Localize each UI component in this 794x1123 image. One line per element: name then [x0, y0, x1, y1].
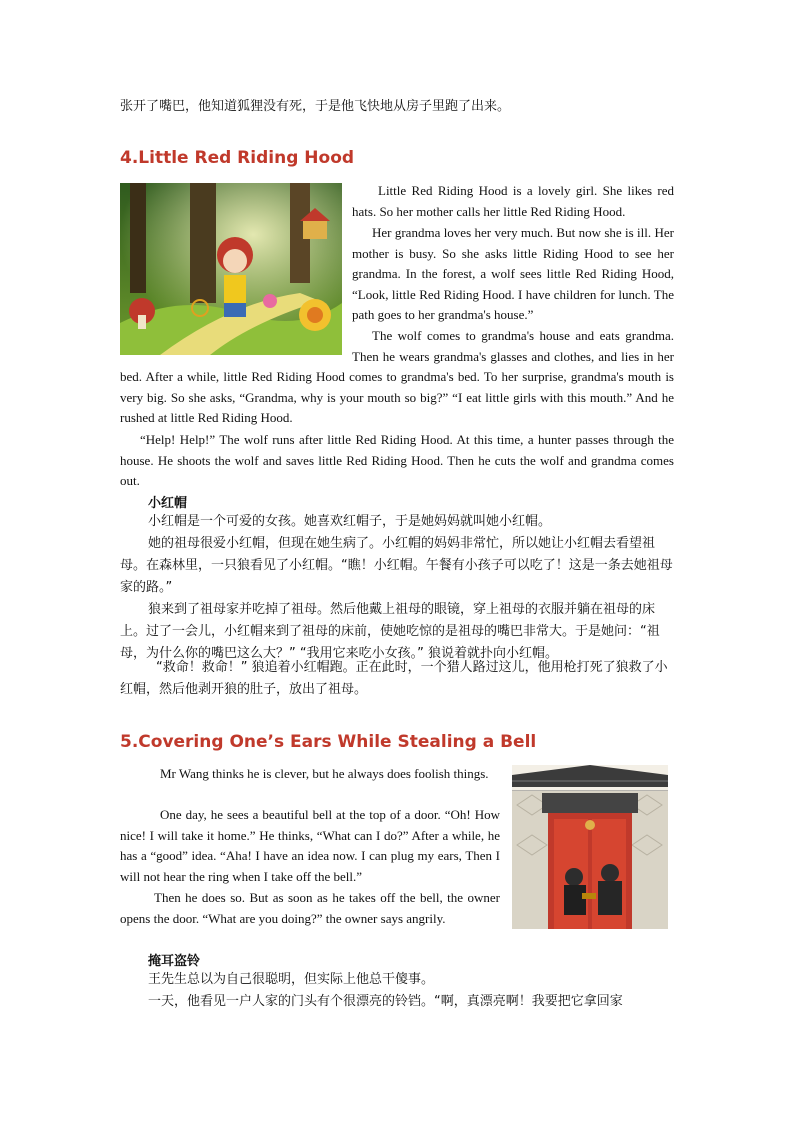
red-door-illustration: [512, 765, 668, 929]
section4-cn-p1: 小红帽是一个可爱的女孩。她喜欢红帽子，于是她妈妈就叫她小红帽。: [148, 514, 552, 529]
section5-cn-title: 掩耳盗铃: [148, 954, 201, 969]
section4-en-p3-inline: The wolf comes to grandma's house and eats grandma. Then he wears grandma's glasses and clothes, and lies in her bed. After a while, little Red Riding Hood comes to grandma's bed. To her surprise, grandma's mouth is very big. So she asks, “Grandma, why is your mouth so big?” “I eat little girls with this mouth.” And he rushed at little Red Riding Hood.: [120, 328, 674, 426]
section4-title: 4.Little Red Riding Hood: [120, 148, 355, 168]
top-line: 张开了嘴巴，他知道狐狸没有死，于是他飞快地从房子里跑了出来。: [120, 99, 511, 114]
section4-cn-p3: 狼来到了祖母家并吃掉了祖母。然后他戴上祖母的眼镜，穿上祖母的衣服并躺在祖母的床上。过了一会儿，小红帽来到了祖母的床前，使她吃惊的是祖母的嘴巴非常大。于是她问：“祖母，为什么你的嘴巴这么大？” “我用它来吃小女孩。” 狼说着就扑向小红帽。: [120, 602, 660, 661]
section4-en-p2: Her grandma loves her very much. But now she is ill. Her mother is busy. So she asks little Riding Hood to see her grandma. In the forest, a wolf sees little Red Riding Hood, “Look, little Red Riding Hood. I have children for lunch. The path goes to her grandma's house.”: [352, 225, 674, 323]
section4-cn-p2: 她的祖母很爱小红帽，但现在她生病了。小红帽的妈妈非常忙，所以她让小红帽去看望祖母。在森林里，一只狼看见了小红帽。“瞧！小红帽。午餐有小孩子可以吃了！这是一条去她祖母家的路。”: [120, 536, 673, 595]
section4-cn-title: 小红帽: [148, 496, 188, 511]
section4-en-p3: [120, 326, 674, 429]
p3-float-spacer: [120, 326, 352, 366]
section4-en-p4: “Help! Help!” The wolf runs after little Red Riding Hood. At this time, a hunter passes through the house. He shoots the wolf and saves little Red Riding Hood. Then he cuts the wolf and grandma comes out.: [120, 432, 674, 489]
section5-title: 5.Covering One’s Ears While Stealing a Bell: [120, 732, 537, 752]
section4-en-p1: Little Red Riding Hood is a lovely girl. She likes red hats. So her mother calls her little Red Riding Hood.: [352, 183, 674, 219]
section5-en-p3: Then he does so. But as soon as he takes off the bell, the owner opens the door. “What are you doing?” the owner says angrily.: [120, 890, 500, 926]
section5-cn-p1: 王先生总以为自己很聪明，但实际上他总干傻事。: [148, 972, 435, 987]
section5-en-p1: Mr Wang thinks he is clever, but he always does foolish things.: [160, 766, 489, 781]
section4-cn-p4: “救命！救命！” 狼追着小红帽跑。正在此时，一个猎人路过这儿，他用枪打死了狼救了小红帽，然后他剥开狼的肚子，放出了祖母。: [120, 660, 668, 697]
section5-cn-p2: 一天，他看见一户人家的门头有个很漂亮的铃铛。“啊，真漂亮啊！我要把它拿回家: [148, 994, 623, 1009]
section5-en-p2: One day, he sees a beautiful bell at the top of a door. “Oh! How nice! I will take it home.” He thinks, “What can I do?” After a while, he has a “good” idea. “Aha! I have an idea now. I can plug my ears, Then I will not hear the ring when I take off the bell.”: [120, 807, 500, 884]
